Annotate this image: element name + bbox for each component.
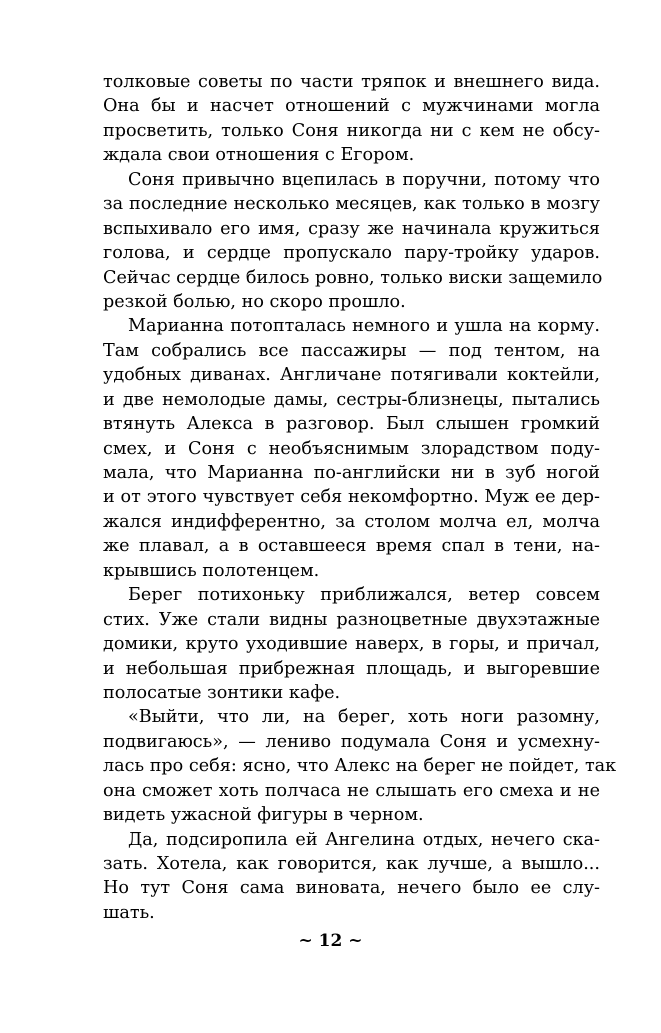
text-line: же плавал, а в оставшееся время спал в тени, на-	[103, 536, 600, 557]
text-line: «Выйти, что ли, на берег, хоть ноги разомну,	[128, 707, 600, 728]
text-line: удобных диванах. Англичане потягивали коктейли,	[103, 365, 600, 386]
text-line: лась про себя: ясно, что Алекс на берег не пойдет, так	[103, 756, 617, 777]
text-line: вспыхивало его имя, сразу же начинала кружиться	[103, 218, 600, 239]
text-line: полосатые зонтики кафе.	[103, 682, 341, 703]
text-line: Сейчас сердце билось ровно, только виски защемило	[103, 267, 603, 288]
text-line: резкой болью, но скоро прошло.	[103, 291, 406, 312]
text-line: подвигаюсь», — лениво подумала Соня и усмехну-	[103, 731, 600, 752]
text-line: шать.	[103, 902, 155, 923]
text-line: она сможет хоть полчаса не слышать его смеха и не	[103, 780, 600, 801]
text-line: ждала свои отношения с Егором.	[103, 145, 415, 166]
text-line: Там собрались все пассажиры — под тентом, на	[103, 340, 600, 361]
text-line: Но тут Соня сама виновата, нечего было ее слу-	[103, 878, 600, 899]
text-line: Соня привычно вцепилась в поручни, потому что	[128, 169, 600, 190]
text-line: стих. Уже стали видны разноцветные двухэтажные	[103, 609, 600, 630]
text-line: просветить, только Соня никогда ни с кем не обсу-	[103, 120, 600, 141]
page-body-text	[103, 70, 617, 925]
text-line: крывшись полотенцем.	[103, 560, 320, 581]
text-line: Да, подсиропила ей Ангелина отдых, нечего ска-	[128, 829, 600, 850]
text-line: мала, что Марианна по-английски ни в зуб ногой	[103, 463, 600, 483]
page-number: ~ 12 ~	[298, 931, 363, 951]
text-line: и небольшая прибрежная площадь, и выгоревшие	[103, 658, 600, 679]
text-line: Берег потихоньку приближался, ветер совсем	[128, 585, 600, 606]
text-line: толковые советы по части тряпок и внешнего вида.	[103, 72, 600, 92]
text-line: втянуть Алекса в разговор. Был слышен громкий	[103, 414, 600, 435]
text-line: голова, и сердце пропускало пару-тройку ударов.	[103, 243, 600, 264]
text-line: жался индифферентно, за столом молча ел, молча	[103, 511, 600, 532]
text-line: и две немолодые дамы, сестры-близнецы, пытались	[103, 389, 600, 410]
text-line: Марианна потопталась немного и ушла на корму.	[128, 316, 600, 337]
text-line: Она бы и насчет отношений с мужчинами могла	[103, 96, 600, 117]
text-line: и от этого чувствует себя некомфортно. Муж ее дер-	[103, 487, 600, 508]
text-line: видеть ужасной фигуры в черном.	[103, 805, 424, 826]
text-line: за последние несколько месяцев, как только в мозгу	[103, 194, 600, 215]
text-line: домики, круто уходившие наверх, в горы, и причал,	[103, 634, 600, 655]
text-line: зать. Хотела, как говорится, как лучше, а вышло...	[103, 854, 600, 874]
text-line: смех, и Соня с необъяснимым злорадством поду-	[103, 438, 600, 459]
